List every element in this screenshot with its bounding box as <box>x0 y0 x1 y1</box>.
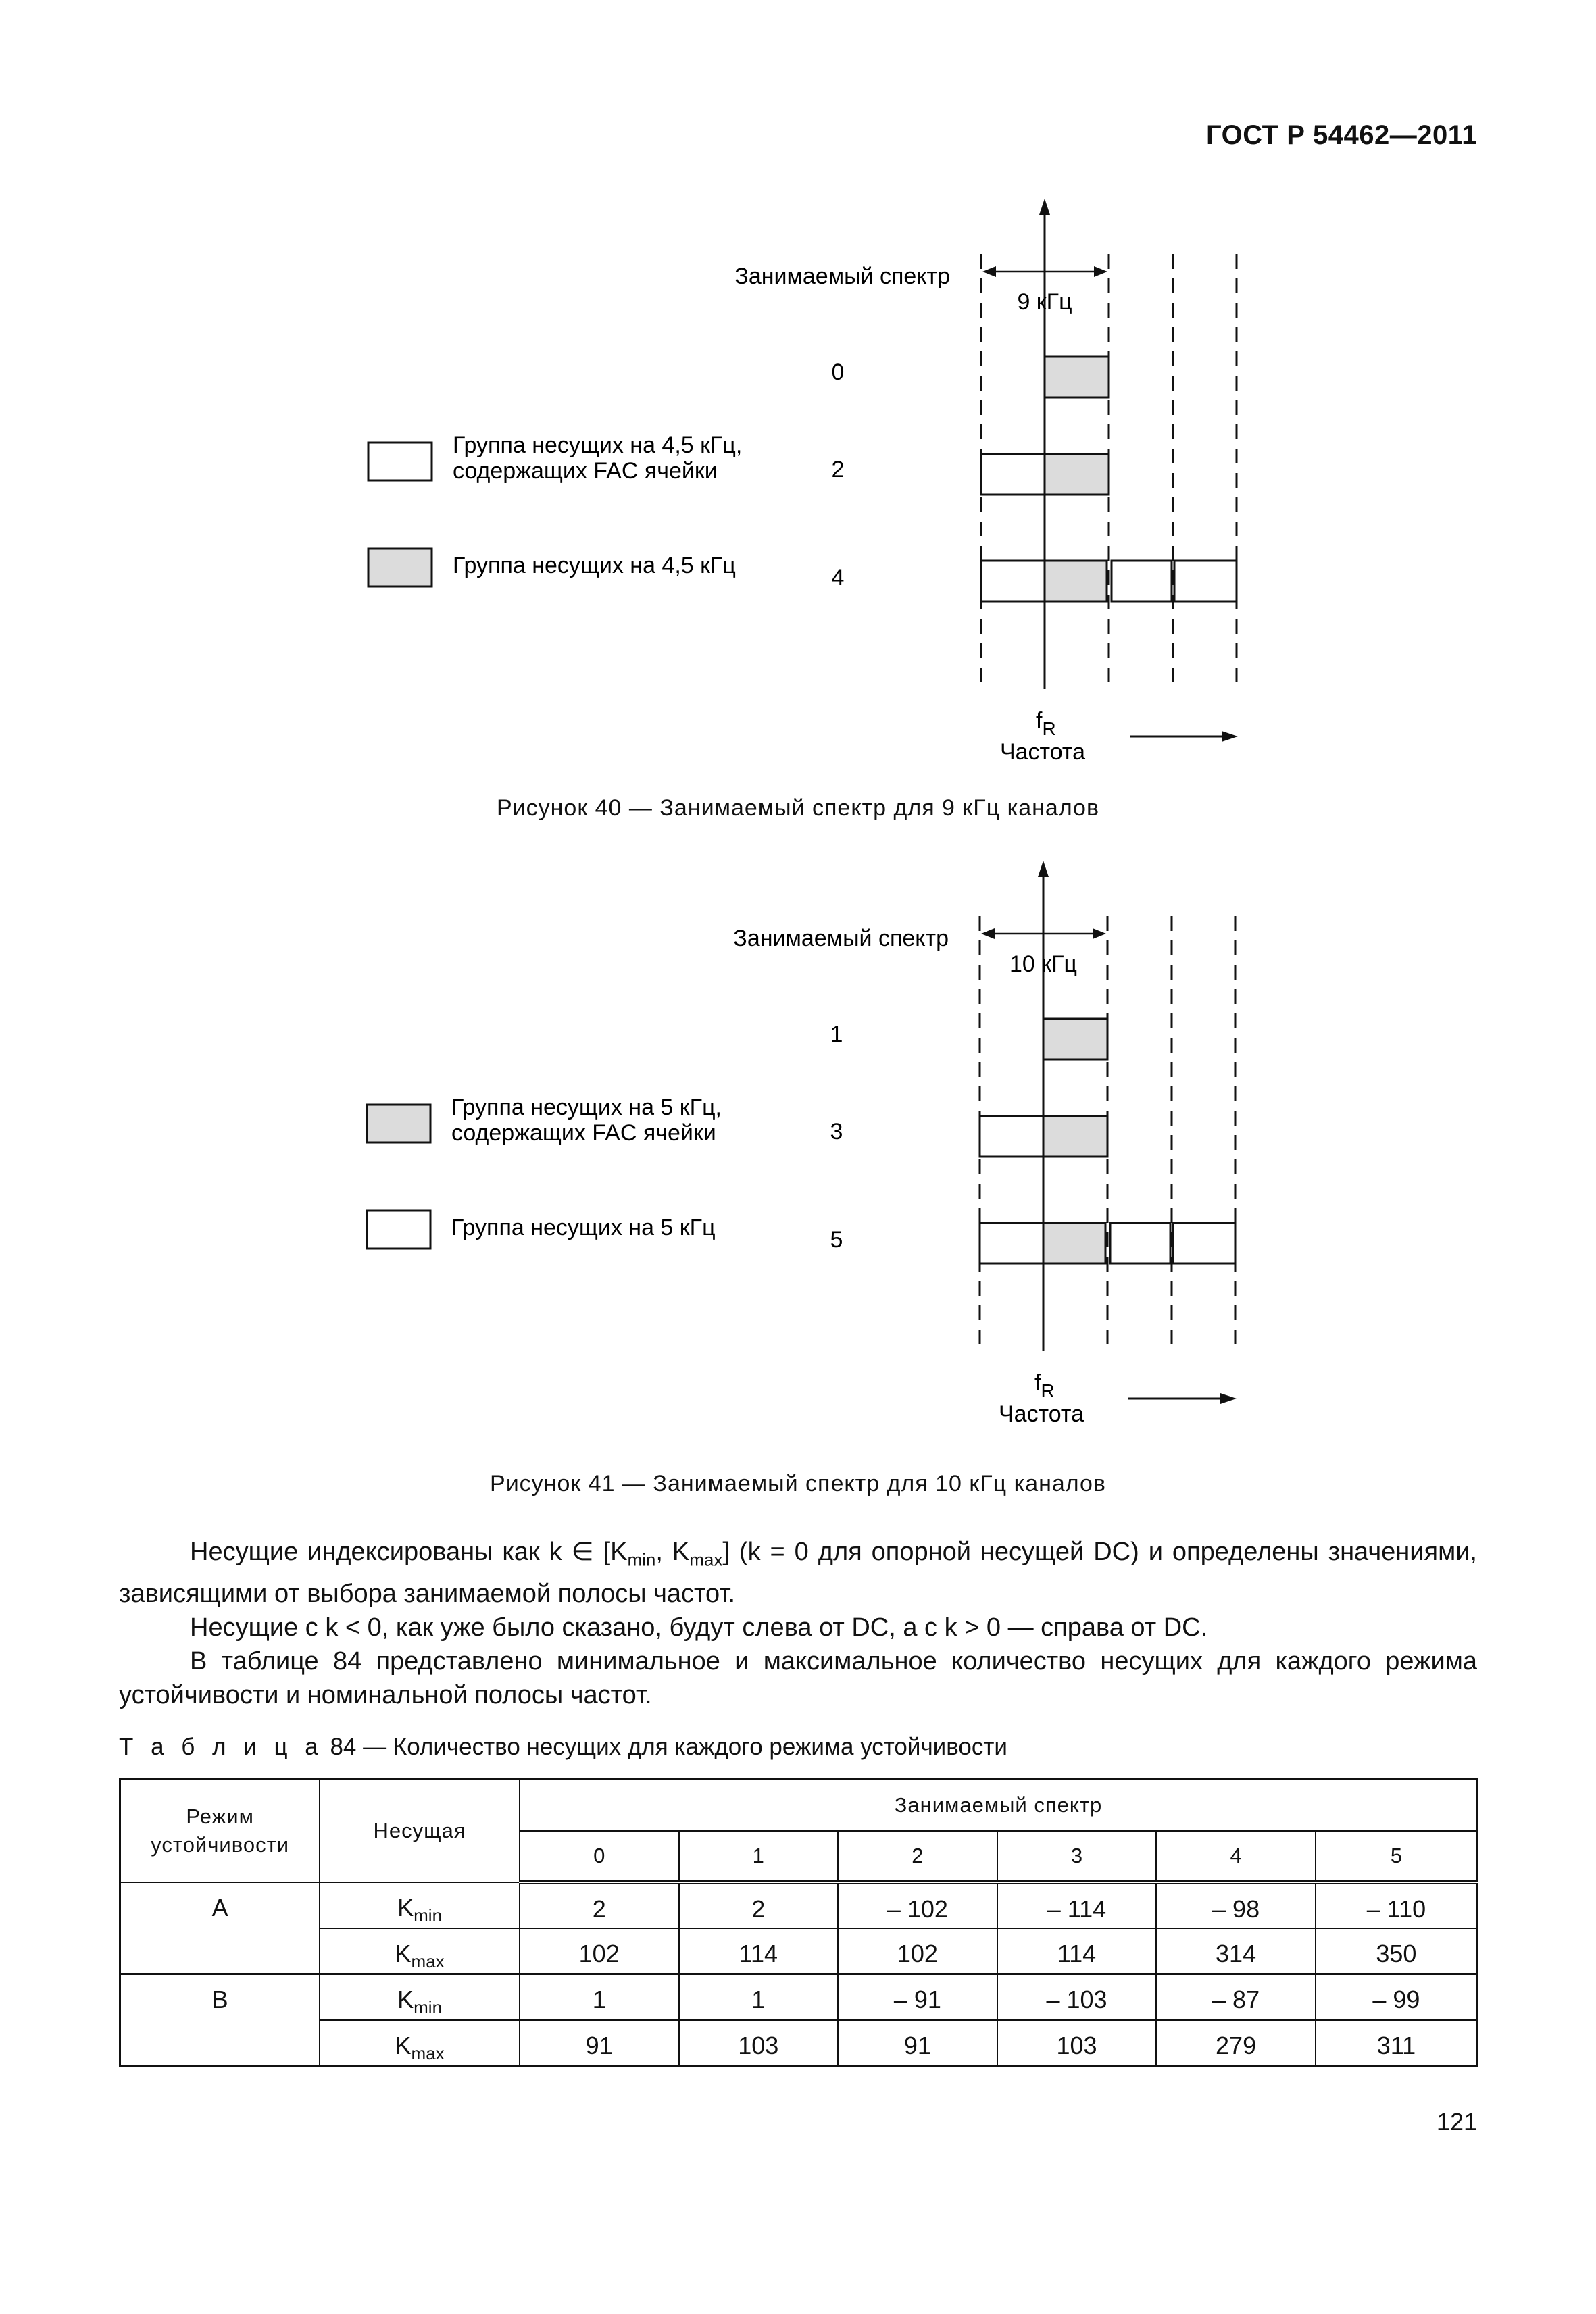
fig41-carrier-block-white <box>980 1223 1043 1263</box>
fig41-carrier-block-white <box>1110 1223 1170 1263</box>
value-cell: 102 <box>838 1928 997 1974</box>
paragraph-2: Несущие с k < 0, как уже было сказано, будут слева от DC, а с k > 0 — справа от DC. <box>190 1613 1208 1642</box>
header-mode: Режим устойчивости <box>120 1780 320 1883</box>
table-title: Т а б л и ц а 84 — Количество несущих для каждого режима устойчивости <box>119 1734 1007 1760</box>
value-cell: 314 <box>1156 1928 1316 1974</box>
fig40-carrier-block-white <box>981 561 1045 601</box>
carrier-cell: $K_{min}$ <box>320 1882 520 1928</box>
fig40-row-label: 2 <box>831 457 845 482</box>
fig40-frequency-label: Частота <box>999 739 1086 765</box>
value-cell: – 114 <box>997 1882 1157 1928</box>
fig40-spectrum-label: Занимаемый спектр <box>734 263 950 289</box>
value-cell: 1 <box>520 1974 679 2020</box>
fig41-carrier-block-gray <box>1043 1116 1107 1157</box>
value-cell: 102 <box>520 1928 679 1974</box>
fig40-legend-swatch-white <box>368 443 432 480</box>
value-cell: – 98 <box>1156 1882 1316 1928</box>
value-cell: – 110 <box>1316 1882 1478 1928</box>
fig41-carrier-block-gray <box>1043 1019 1107 1059</box>
fig41-spectrum-label: Занимаемый спектр <box>733 926 949 951</box>
carrier-cell: $K_{max}$ <box>320 1928 520 1974</box>
fig40-carrier-block-white <box>981 454 1045 495</box>
fig40-axis-arrowhead <box>1039 199 1050 215</box>
value-cell: – 99 <box>1316 1974 1478 2020</box>
value-cell: 114 <box>679 1928 839 1974</box>
value-cell: 2 <box>520 1882 679 1928</box>
value-cell: 2 <box>679 1882 839 1928</box>
fig40-legend-label <box>453 432 749 484</box>
value-cell: 91 <box>520 2020 679 2066</box>
mode-cell: B <box>120 1974 320 2066</box>
fig40-legend-line: Группа несущих на 4,5 кГц, <box>453 432 743 458</box>
document-header: ГОСТ Р 54462—2011 <box>1206 120 1477 150</box>
value-cell: 103 <box>679 2020 839 2066</box>
fig40-width-label: 9 кГц <box>1017 289 1072 315</box>
fig40-row-label: 4 <box>831 565 845 590</box>
table-row <box>120 1928 1478 1974</box>
fig40-carrier-block-gray <box>1045 561 1107 601</box>
table-row <box>120 2020 1478 2066</box>
fig41-fr-label: $f_R$ <box>1034 1370 1055 1401</box>
value-cell: 103 <box>997 2020 1157 2066</box>
fig41-frequency-label: Частота <box>998 1401 1084 1427</box>
fig41-legend-swatch-gray <box>367 1105 430 1142</box>
fig41-row-label: 3 <box>830 1119 843 1145</box>
mode-cell: A <box>120 1882 320 1974</box>
value-cell: 1 <box>679 1974 839 2020</box>
fig41-carrier-block-gray <box>1043 1223 1105 1263</box>
value-cell: 279 <box>1156 2020 1316 2066</box>
value-cell: 311 <box>1316 2020 1478 2066</box>
fig41-width-label: 10 кГц <box>1009 951 1078 977</box>
value-cell: – 91 <box>838 1974 997 2020</box>
header-spectrum-value: 0 <box>520 1831 679 1882</box>
fig41-legend-label: Группа несущих на 5 кГц <box>451 1215 716 1240</box>
value-cell: 350 <box>1316 1928 1478 1974</box>
fig40-carrier-block-gray <box>1045 357 1109 397</box>
carrier-cell: $K_{min}$ <box>320 1974 520 2020</box>
fig40-fr-label: $f_R$ <box>1036 708 1056 739</box>
header-spectrum-value: 5 <box>1316 1831 1478 1882</box>
value-cell: 91 <box>838 2020 997 2066</box>
figure-40-caption: Рисунок 40 — Занимаемый спектр для 9 кГц каналов <box>496 795 1100 821</box>
fig40-carrier-block-white <box>1112 561 1172 601</box>
paragraph-3: В таблице 84 представлено минимальное и максимальное количество несущих для каждого режима устойчивости и номинальной полосы частот. <box>119 1646 1477 1709</box>
fig41-row-label: 5 <box>830 1227 843 1253</box>
header-spectrum: Занимаемый спектр <box>520 1780 1478 1832</box>
fig41-legend-line: Группа несущих на 5 кГц, <box>451 1095 722 1120</box>
paragraph-1: Несущие индексированы как k ∈ [$K_{min}$, $K_{max}$] (k = 0 для опорной несущей DC) и определены значениями, зависящими от выбора занимаемой полосы частот. <box>119 1538 1477 1608</box>
value-cell: – 87 <box>1156 1974 1316 2020</box>
carriers-table <box>119 1778 1478 2067</box>
fig41-carrier-block-white <box>1173 1223 1235 1263</box>
fig41-axis-arrowhead <box>1038 861 1049 877</box>
header-carrier: Несущая <box>320 1780 520 1883</box>
fig41-row-label: 1 <box>830 1022 843 1047</box>
fig40-carrier-block-white <box>1174 561 1237 601</box>
value-cell: 114 <box>997 1928 1157 1974</box>
fig41-legend-line: содержащих FAC ячейки <box>451 1120 716 1146</box>
fig41-carrier-block-white <box>980 1116 1043 1157</box>
fig40-legend-swatch-gray <box>368 549 432 586</box>
value-cell: – 102 <box>838 1882 997 1928</box>
fig41-legend-label <box>451 1095 728 1146</box>
header-spectrum-value: 3 <box>997 1831 1157 1882</box>
body-text <box>119 1535 1477 1712</box>
header-spectrum-value: 1 <box>679 1831 839 1882</box>
page-number: 121 <box>1436 2108 1477 2136</box>
fig40-legend-line: содержащих FAC ячейки <box>453 458 718 484</box>
fig40-legend-label: Группа несущих на 4,5 кГц <box>453 553 736 578</box>
fig41-legend-swatch-white <box>367 1211 430 1249</box>
header-spectrum-value: 4 <box>1156 1831 1316 1882</box>
table-row <box>120 1882 1478 1928</box>
carrier-cell: $K_{max}$ <box>320 2020 520 2066</box>
figure-41-caption: Рисунок 41 — Занимаемый спектр для 10 кГц каналов <box>490 1471 1106 1496</box>
table-row <box>120 1974 1478 2020</box>
header-spectrum-value: 2 <box>838 1831 997 1882</box>
fig40-row-label: 0 <box>831 359 845 385</box>
fig40-carrier-block-gray <box>1045 454 1109 495</box>
value-cell: – 103 <box>997 1974 1157 2020</box>
